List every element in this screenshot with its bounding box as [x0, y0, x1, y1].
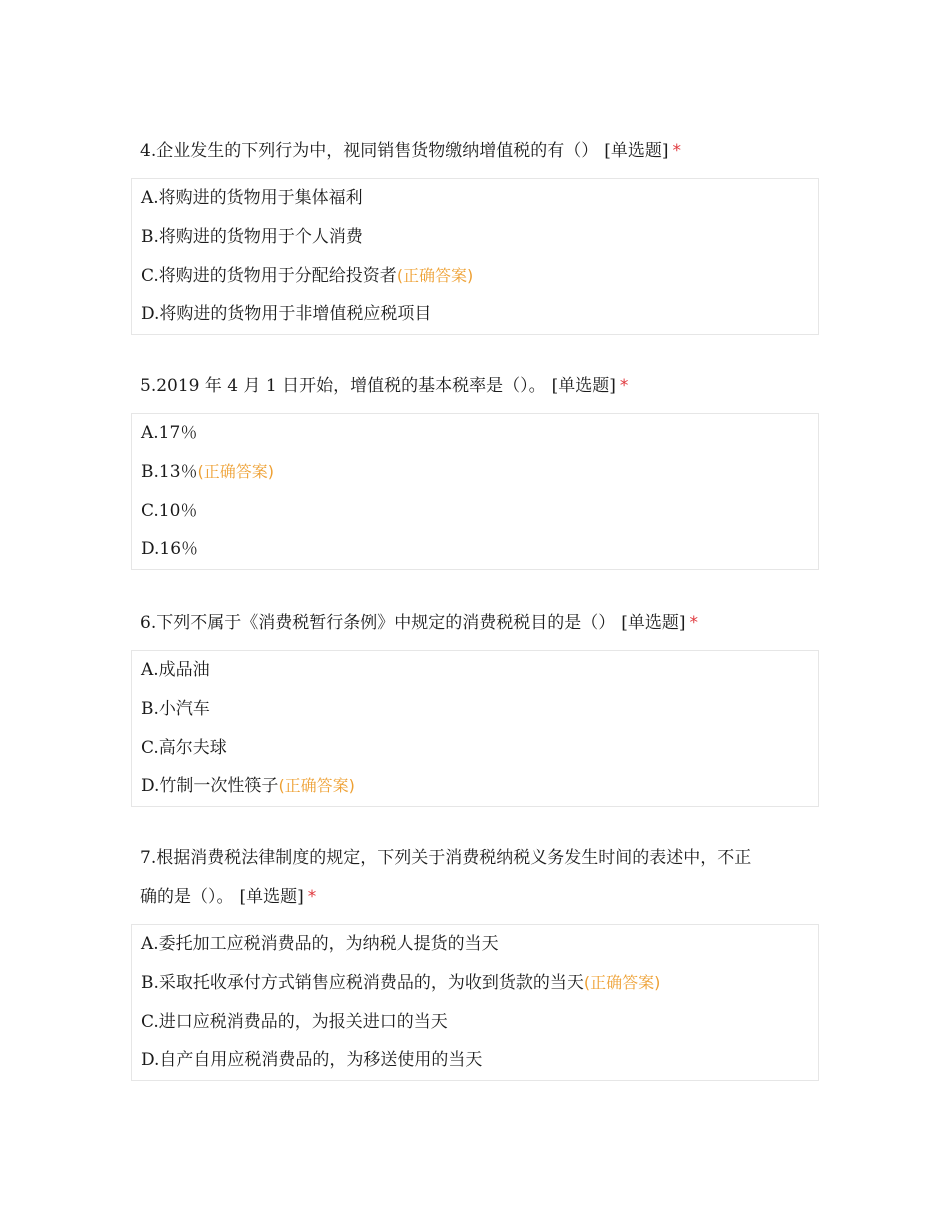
option-text: A.成品油 [141, 660, 210, 680]
option-c[interactable] [132, 257, 818, 296]
option-text: C.10％ [141, 500, 198, 521]
options-list [131, 924, 819, 1081]
option-text: D.自产自用应税消费品的，为移送使用的当天 [141, 1050, 483, 1071]
question-7 [131, 839, 819, 1081]
question-title [131, 604, 819, 643]
question-4 [131, 132, 819, 335]
correct-answer-label: (正确答案) [396, 265, 474, 285]
question-text: 4.企业发生的下列行为中，视同销售货物缴纳增值税的有（） [140, 141, 599, 161]
question-type-tag: [单选题] [239, 887, 304, 907]
option-c[interactable] [132, 729, 818, 768]
question-type-tag: [单选题] [604, 141, 669, 161]
option-text: C.将购进的货物用于分配给投资者 [141, 265, 397, 286]
options-list [131, 413, 819, 570]
question-title [131, 367, 819, 406]
option-c[interactable] [132, 1003, 818, 1042]
option-b[interactable] [132, 690, 818, 729]
option-d[interactable] [132, 295, 818, 334]
options-list [131, 650, 819, 807]
option-text: B.小汽车 [141, 698, 210, 719]
option-text: B.13％ [141, 461, 198, 482]
option-text: A.将购进的货物用于集体福利 [141, 188, 363, 208]
option-b[interactable] [132, 218, 818, 257]
option-a[interactable] [132, 179, 818, 218]
question-title [131, 839, 819, 917]
option-text: A.17％ [141, 423, 198, 443]
option-text: D.将购进的货物用于非增值税应税项目 [141, 304, 432, 325]
option-d[interactable] [132, 530, 818, 569]
option-b[interactable] [132, 453, 818, 492]
option-a[interactable] [132, 925, 818, 964]
option-text: B.将购进的货物用于个人消费 [141, 226, 363, 247]
options-list [131, 178, 819, 335]
required-marker: * [672, 141, 681, 161]
option-text: B.采取托收承付方式销售应税消费品的，为收到货款的当天 [141, 972, 584, 993]
question-text-line1: 7.根据消费税法律制度的规定，下列关于消费税纳税义务发生时间的表述中，不正 [140, 848, 752, 868]
option-d[interactable] [132, 767, 818, 806]
question-type-tag: [单选题] [551, 376, 616, 396]
question-text: 5.2019 年 4 月 1 日开始，增值税的基本税率是（）。 [140, 376, 546, 396]
option-text: C.进口应税消费品的，为报关进口的当天 [141, 1011, 448, 1032]
required-marker: * [689, 613, 698, 633]
question-type-tag: [单选题] [621, 613, 686, 633]
required-marker: * [619, 376, 629, 396]
question-5 [131, 367, 819, 570]
question-text-line2: 确的是（）。 [140, 887, 234, 907]
correct-answer-label: (正确答案) [583, 972, 661, 992]
question-title [131, 132, 819, 171]
required-marker: * [307, 887, 317, 907]
question-6 [131, 604, 819, 807]
option-text: D.竹制一次性筷子 [141, 776, 279, 797]
option-text: C.高尔夫球 [141, 737, 227, 758]
question-text: 6.下列不属于《消费税暂行条例》中规定的消费税税目的是（） [140, 613, 616, 633]
option-a[interactable] [132, 414, 818, 453]
option-d[interactable] [132, 1041, 818, 1080]
option-text: A.委托加工应税消费品的，为纳税人提货的当天 [141, 934, 499, 954]
option-c[interactable] [132, 492, 818, 531]
option-a[interactable] [132, 651, 818, 690]
correct-answer-label: (正确答案) [278, 776, 355, 796]
option-b[interactable] [132, 964, 818, 1003]
correct-answer-label: (正确答案) [197, 461, 275, 481]
option-text: D.16％ [141, 539, 199, 560]
